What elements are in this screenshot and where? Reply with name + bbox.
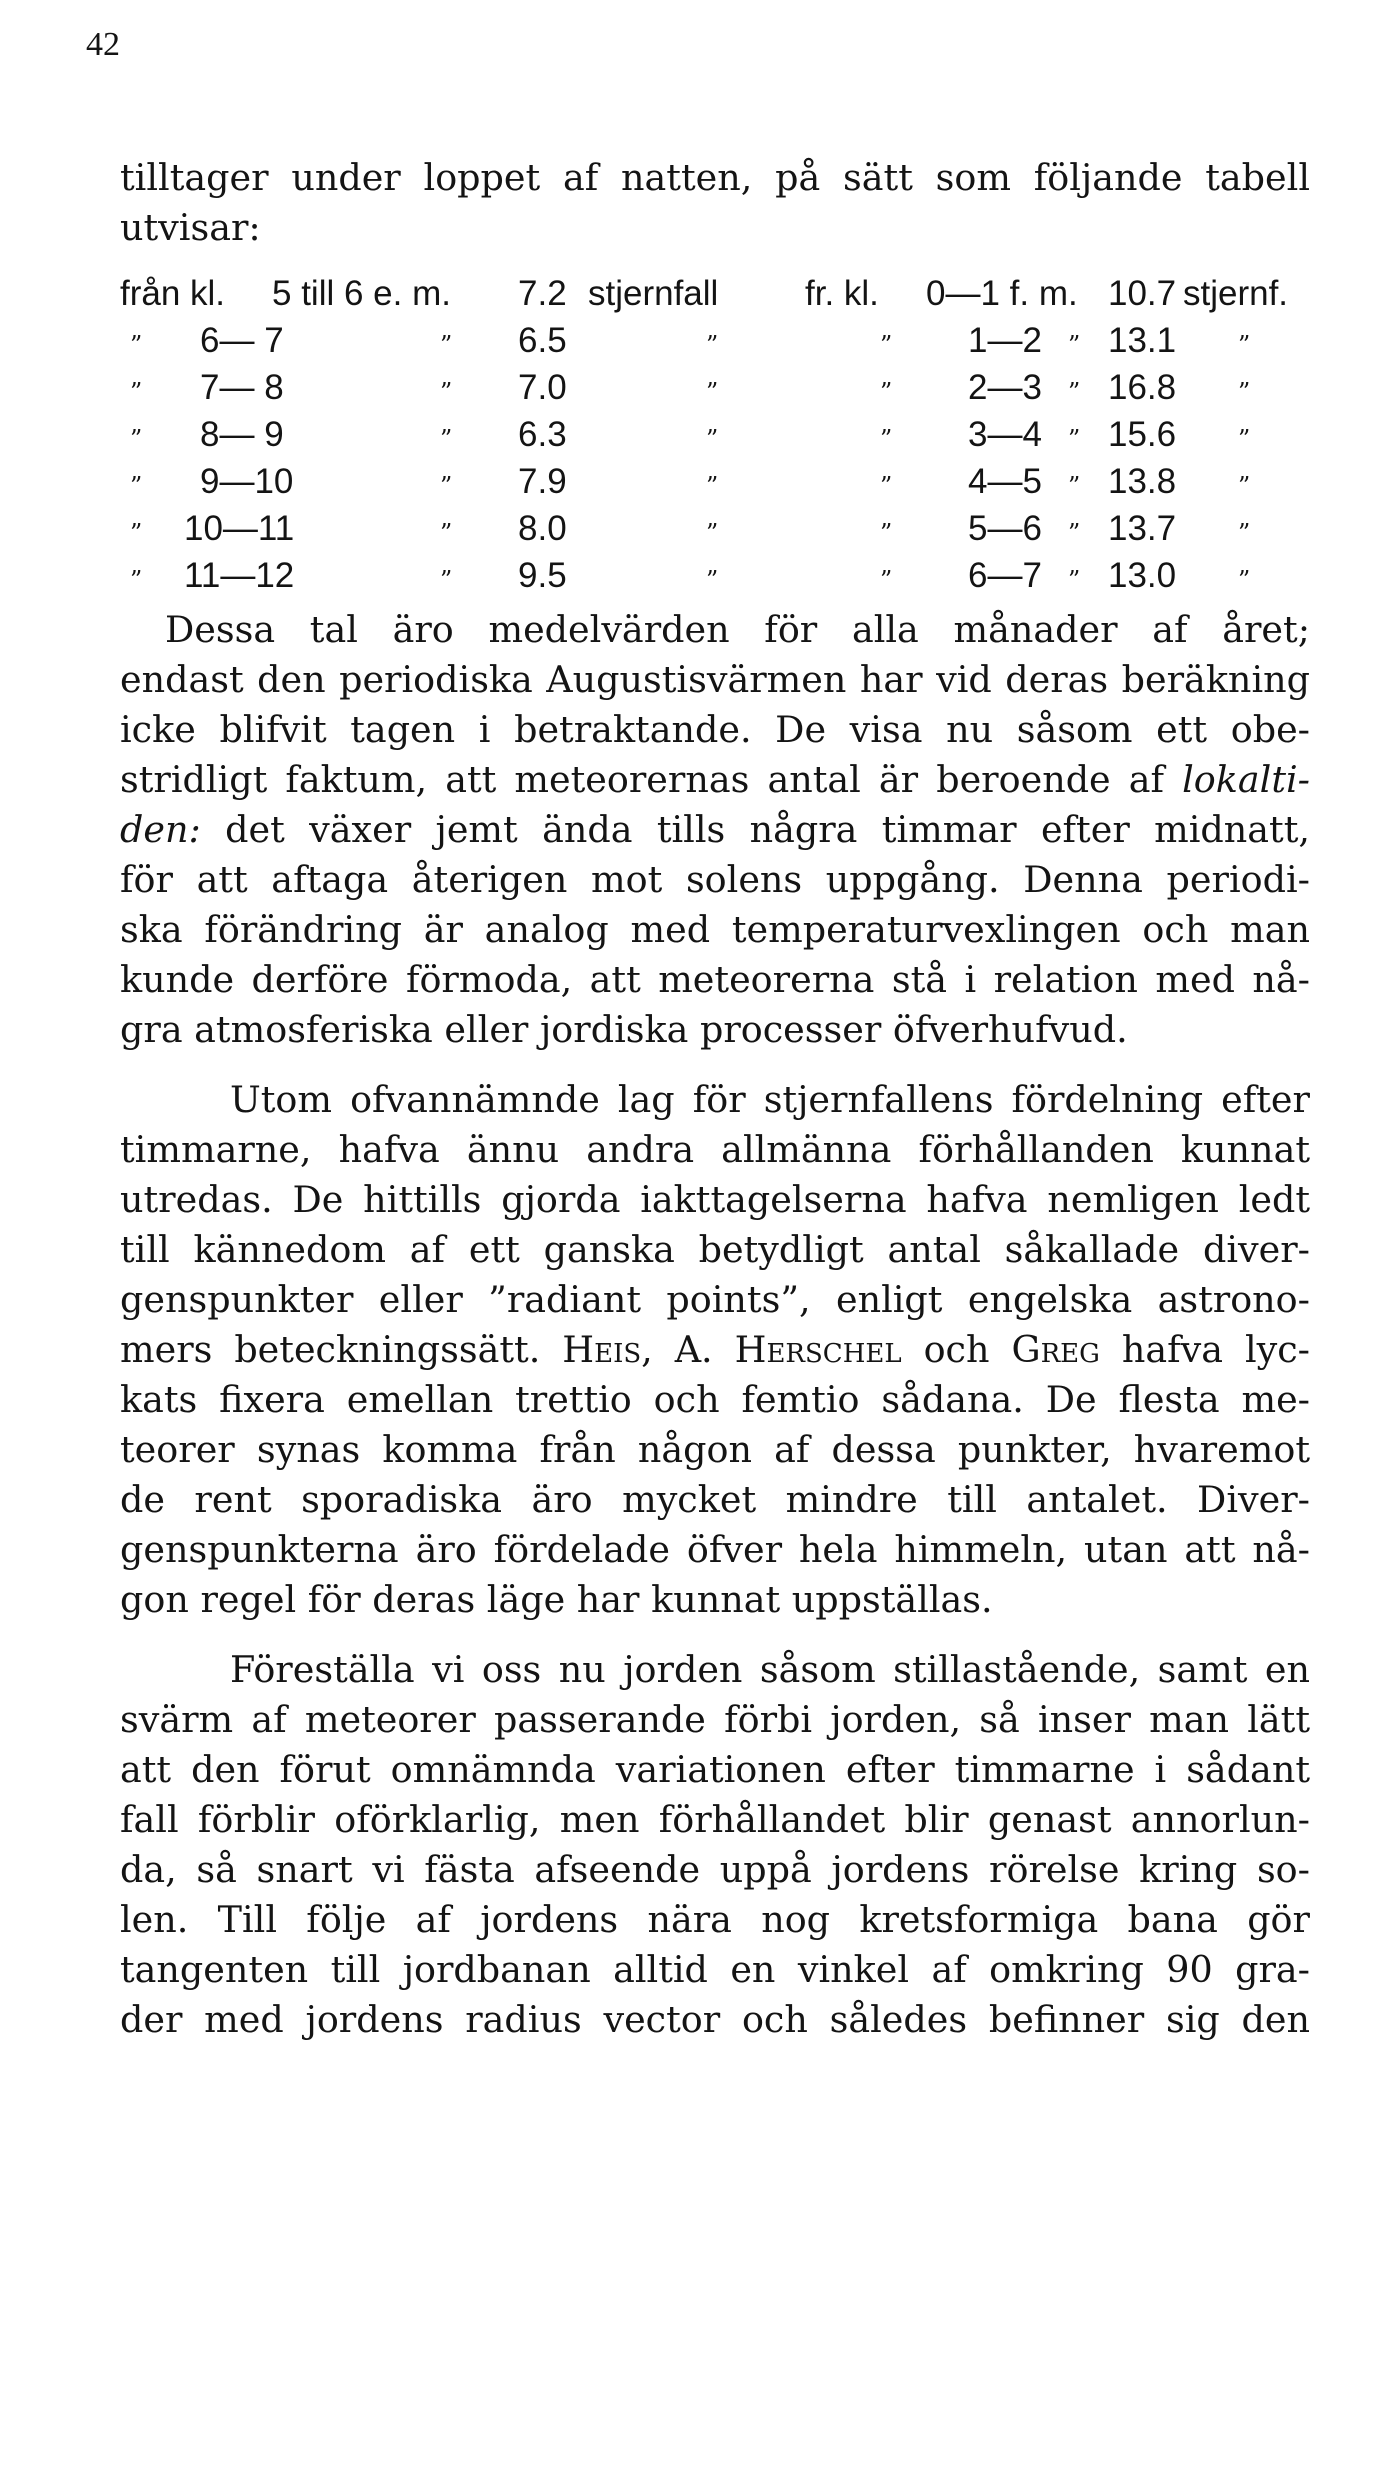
rate-value-2: 13.8 [1108,462,1177,501]
table-row [120,511,1320,561]
time-range-2: 5—6 [968,509,1042,548]
rate-value: 8.0 [518,509,567,548]
ditto-mark: ” [130,331,143,359]
p2-line-6: mers beteckningssätt. Heis, A. Herschel och Greg hafva lyc- [120,1328,1311,1371]
rate-value-2: 13.0 [1108,556,1177,595]
row-prefix: från kl. [120,274,226,313]
ditto-mark: ” [440,566,453,594]
p1-line-2: endast den periodiska Augustisvärmen har vid deras beräkning [120,658,1310,701]
ditto-mark: ” [1238,331,1251,359]
p3-line-2: svärm af meteorer passerande förbi jorden, så inser man lätt [120,1698,1310,1741]
ditto-mark: ” [1238,378,1251,406]
p1-line-3: icke blifvit tagen i betraktande. De visa nu såsom ett obe- [120,708,1310,751]
time-range: 11—12 [184,556,295,595]
ditto-mark: ” [880,519,893,547]
time-range-2: 6—7 [968,556,1042,595]
ditto-mark: ” [130,472,143,500]
p2-line-8: teorer synas komma från någon af dessa punkter, hvaremot [120,1428,1310,1471]
p3-line-7: tangenten till jordbanan alltid en vinkel af omkring 90 gra- [120,1948,1310,1991]
ditto-mark: ” [706,519,719,547]
p1-line-9: gra atmosferiska eller jordiska processer öfverhufvud. [120,1008,1128,1051]
table-row [120,417,1320,467]
rate-value-2: 10.7 [1108,274,1177,313]
ditto-mark: ” [440,331,453,359]
rate-value: 6.5 [518,321,567,360]
p1-line-5: den: det växer jemt ända tills några timmar efter midnatt, [120,808,1310,851]
intro-line-2: utvisar: [120,206,261,249]
table-row [120,558,1320,608]
time-range: 9—10 [200,462,294,501]
p1-line-1: Dessa tal äro medelvärden för alla månader af året; [165,608,1310,651]
ditto-mark: ” [130,566,143,594]
table-row [120,323,1320,373]
p2-line-3: utredas. De hittills gjorda iakttagelserna hafva nemligen ledt [120,1178,1310,1221]
ditto-mark: ” [1238,519,1251,547]
author-heis: Heis [562,1328,642,1371]
ditto-mark: ” [880,331,893,359]
intro-line-1: tilltager under loppet af natten, på sätt som följande tabell [120,156,1310,199]
p3-line-8: der med jordens radius vector och således befinner sig den [120,1998,1310,2041]
time-range-2: 1—2 [968,321,1042,360]
author-greg: Greg [1011,1328,1100,1371]
time-range: 6— 7 [200,321,284,360]
p2-line-5: genspunkter eller ”radiant points”, enligt engelska astrono- [120,1278,1310,1321]
p2-line-2: timmarne, hafva ännu andra allmänna förhållanden kunnat [120,1128,1310,1171]
p3-line-1: Föreställa vi oss nu jorden såsom stillastående, samt en [230,1648,1310,1691]
ditto-mark: ” [1068,425,1081,453]
time-range: 8— 9 [200,415,284,454]
ditto-mark: ” [1068,378,1081,406]
ditto-mark: ” [706,378,719,406]
ditto-mark: ” [706,331,719,359]
ditto-mark: ” [706,425,719,453]
ditto-mark: ” [706,566,719,594]
rate-value: 7.0 [518,368,567,407]
rate-value: 9.5 [518,556,567,595]
time-range: 10—11 [184,509,295,548]
ditto-mark: ” [880,472,893,500]
page-number: 42 [86,26,120,63]
p2-line-11: gon regel för deras läge har kunnat uppställas. [120,1578,993,1621]
p3-line-3: att den förut omnämnda variationen efter timmarne i sådant [120,1748,1310,1791]
p1-line-4: stridligt faktum, att meteorernas antal är beroende af lokalti- [120,758,1310,801]
ditto-mark: ” [706,472,719,500]
rate-value: 6.3 [518,415,567,454]
ditto-mark: ” [1238,425,1251,453]
rate-value-2: 13.7 [1108,509,1177,548]
ditto-mark: ” [440,519,453,547]
ditto-mark: ” [880,425,893,453]
ditto-mark: ” [440,472,453,500]
ditto-mark: ” [1068,472,1081,500]
time-range-2: 4—5 [968,462,1042,501]
rate-value-2: 15.6 [1108,415,1177,454]
rate-value: 7.2 [518,274,567,313]
row-prefix-2: fr. kl. [805,274,879,313]
ditto-mark: ” [130,519,143,547]
time-range: 7— 8 [200,368,284,407]
time-range-2: 2—3 [968,368,1042,407]
table-row [120,370,1320,420]
ditto-mark: ” [1238,472,1251,500]
p3-line-5: da, så snart vi fästa afseende uppå jordens rörelse kring so- [120,1848,1310,1891]
p3-line-6: len. Till följe af jordens nära nog kretsformiga bana gör [120,1898,1310,1941]
ditto-mark: ” [440,378,453,406]
ditto-mark: ” [130,425,143,453]
p2-line-7: kats fixera emellan trettio och femtio sådana. De flesta me- [120,1378,1310,1421]
ditto-mark: ” [440,425,453,453]
rate-value-2: 16.8 [1108,368,1177,407]
rate-value-2: 13.1 [1108,321,1177,360]
p1-line-8: kunde derföre förmoda, att meteorerna stå i relation med nå- [120,958,1310,1001]
time-range-2: 3—4 [968,415,1042,454]
table-row [120,276,1320,326]
rate-unit-2: stjernf. [1183,274,1289,313]
author-herschel: Herschel [734,1328,902,1371]
table-row [120,464,1320,514]
ditto-mark: ” [880,566,893,594]
p2-line-9: de rent sporadiska äro mycket mindre till antalet. Diver- [120,1478,1310,1521]
ditto-mark: ” [1068,331,1081,359]
ditto-mark: ” [880,378,893,406]
ditto-mark: ” [1068,566,1081,594]
ditto-mark: ” [130,378,143,406]
p3-line-4: fall förblir oförklarlig, men förhållandet blir genast annorlun- [120,1798,1310,1841]
p1-line-6: för att aftaga återigen mot solens uppgång. Denna periodi- [120,858,1310,901]
ditto-mark: ” [1238,566,1251,594]
p1-line-7: ska förändring är analog med temperaturvexlingen och man [120,908,1310,951]
rate-unit: stjernfall [588,274,719,313]
time-range: 5 till 6 e. m. [272,274,451,313]
time-range-2: 0—1 f. m. [926,274,1078,313]
p2-line-10: genspunkterna äro fördelade öfver hela himmeln, utan att nå- [120,1528,1310,1571]
p2-line-1: Utom ofvannämnde lag för stjernfallens fördelning efter [230,1078,1310,1121]
rate-value: 7.9 [518,462,567,501]
ditto-mark: ” [1068,519,1081,547]
p2-line-4: till kännedom af ett ganska betydligt antal såkallade diver- [120,1228,1310,1271]
